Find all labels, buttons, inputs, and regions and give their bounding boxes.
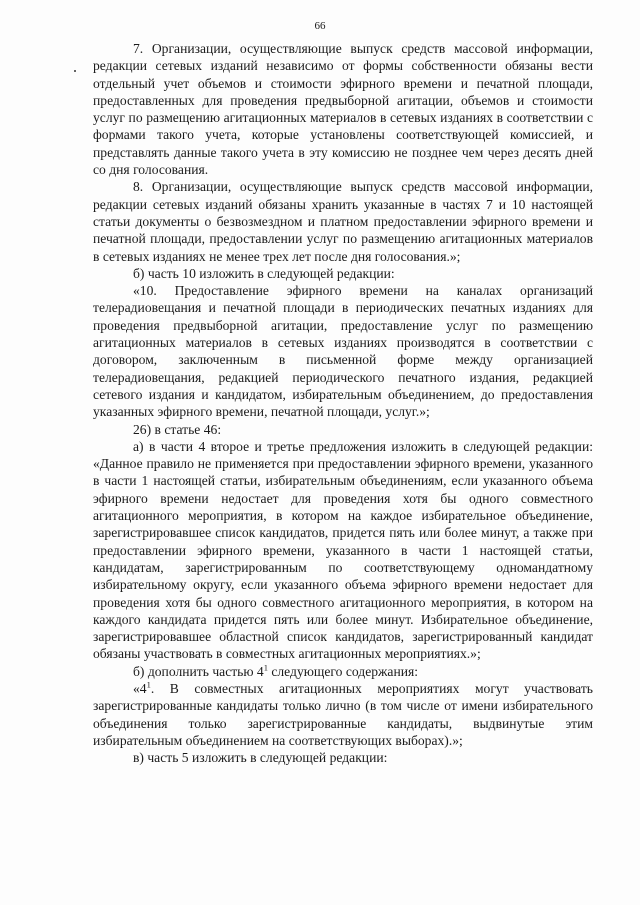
document-body xyxy=(93,40,593,766)
paragraph-b-add-part-4-1 xyxy=(93,663,593,680)
superscript: 1 xyxy=(146,679,151,690)
paragraph-4-1-text: . В совместных агитационных мероприятиях могут участвовать зарегистрированные кандидаты только лично (в том числе от имени избирательного объединения только зарегистрированные кандидаты, выдвинутые этим избирательным объединением на соответствующих выборах).»; xyxy=(93,680,593,748)
paragraph-4-1-start: «4 xyxy=(133,680,147,696)
paragraph-4-1 xyxy=(93,680,593,749)
scan-speck xyxy=(74,70,76,72)
superscript: 1 xyxy=(263,662,268,673)
paragraph-v-part-5: в) часть 5 изложить в следующей редакции: xyxy=(133,750,388,766)
paragraph-a-part-4: а) в части 4 второе и третье предложения изложить в следующей редакции: «Данное правило не применяется при предоставлении эфирного времени, указанного в части 1 настоящей статьи, избирательным объединениям, если указанного объема эфирного времени недостает для проведения хотя бы одного совместного агитационного мероприятия, в котором на каждое избирательное объединение, зарегистрировавшее список кандидатов, придется пять или более минут, а также при предоставлении эфирного времени, указанного в части 1 настоящей статьи, кандидатам, зарегистрированным по соответствующему одномандатному избирательному округу, если указанного объема эфирного времени недостает для проведения хотя бы одного совместного агитационного мероприятия, в котором на каждого кандидата придется пять или более минут. Избирательное объединение, зарегистрировавшее областной список кандидатов, зарегистрированный кандидат обязаны участвовать в совместных агитационных мероприятиях.»; xyxy=(93,438,593,662)
paragraph-8: 8. Организации, осуществляющие выпуск средств массовой информации, редакции сетевых изданий обязаны хранить указанные в частях 7 и 10 настоящей статьи документы о безвозмездном и платном предоставлении эфирного времени и печатной площади, предоставлении услуг по размещению агитационных материалов в сетевых изданиях не менее трех лет после дня голосования.»; xyxy=(93,179,593,264)
paragraph-26: 26) в статье 46: xyxy=(133,421,222,437)
page-number: 66 xyxy=(314,20,326,32)
paragraph-b-add-text: б) дополнить частью 4 xyxy=(133,663,264,679)
paragraph-7: 7. Организации, осуществляющие выпуск средств массовой информации, редакции сетевых изданий независимо от формы собственности обязаны вести отдельный учет объемов и стоимости эфирного времени и печатной площади, предоставленных для проведения предвыборной агитации, объемов и стоимости услуг по размещению агитационных материалов в сетевых изданиях в соответствии с формами такого учета, которые установлены соответствующей комиссией, и представлять данные такого учета в эту комиссию не позднее чем через десять дней со дня голосования. xyxy=(93,41,593,178)
paragraph-b-part-10: б) часть 10 изложить в следующей редакции: xyxy=(133,265,395,281)
paragraph-b-add-text-end: следующего содержания: xyxy=(267,663,419,679)
paragraph-10: «10. Предоставление эфирного времени на каналах организаций телерадиовещания и печатной площади в периодических печатных изданиях для проведения предвыборной агитации, предоставление услуг по размещению агитационных материалов в сетевых изданиях производятся в соответствии с договором, заключенным в письменной форме между организацией телерадиовещания, редакцией периодического печатного издания, редакцией сетевого издания и кандидатом, избирательным объединением, до предоставления указанных эфирного времени, печатной площади, услуг.»; xyxy=(93,283,593,420)
